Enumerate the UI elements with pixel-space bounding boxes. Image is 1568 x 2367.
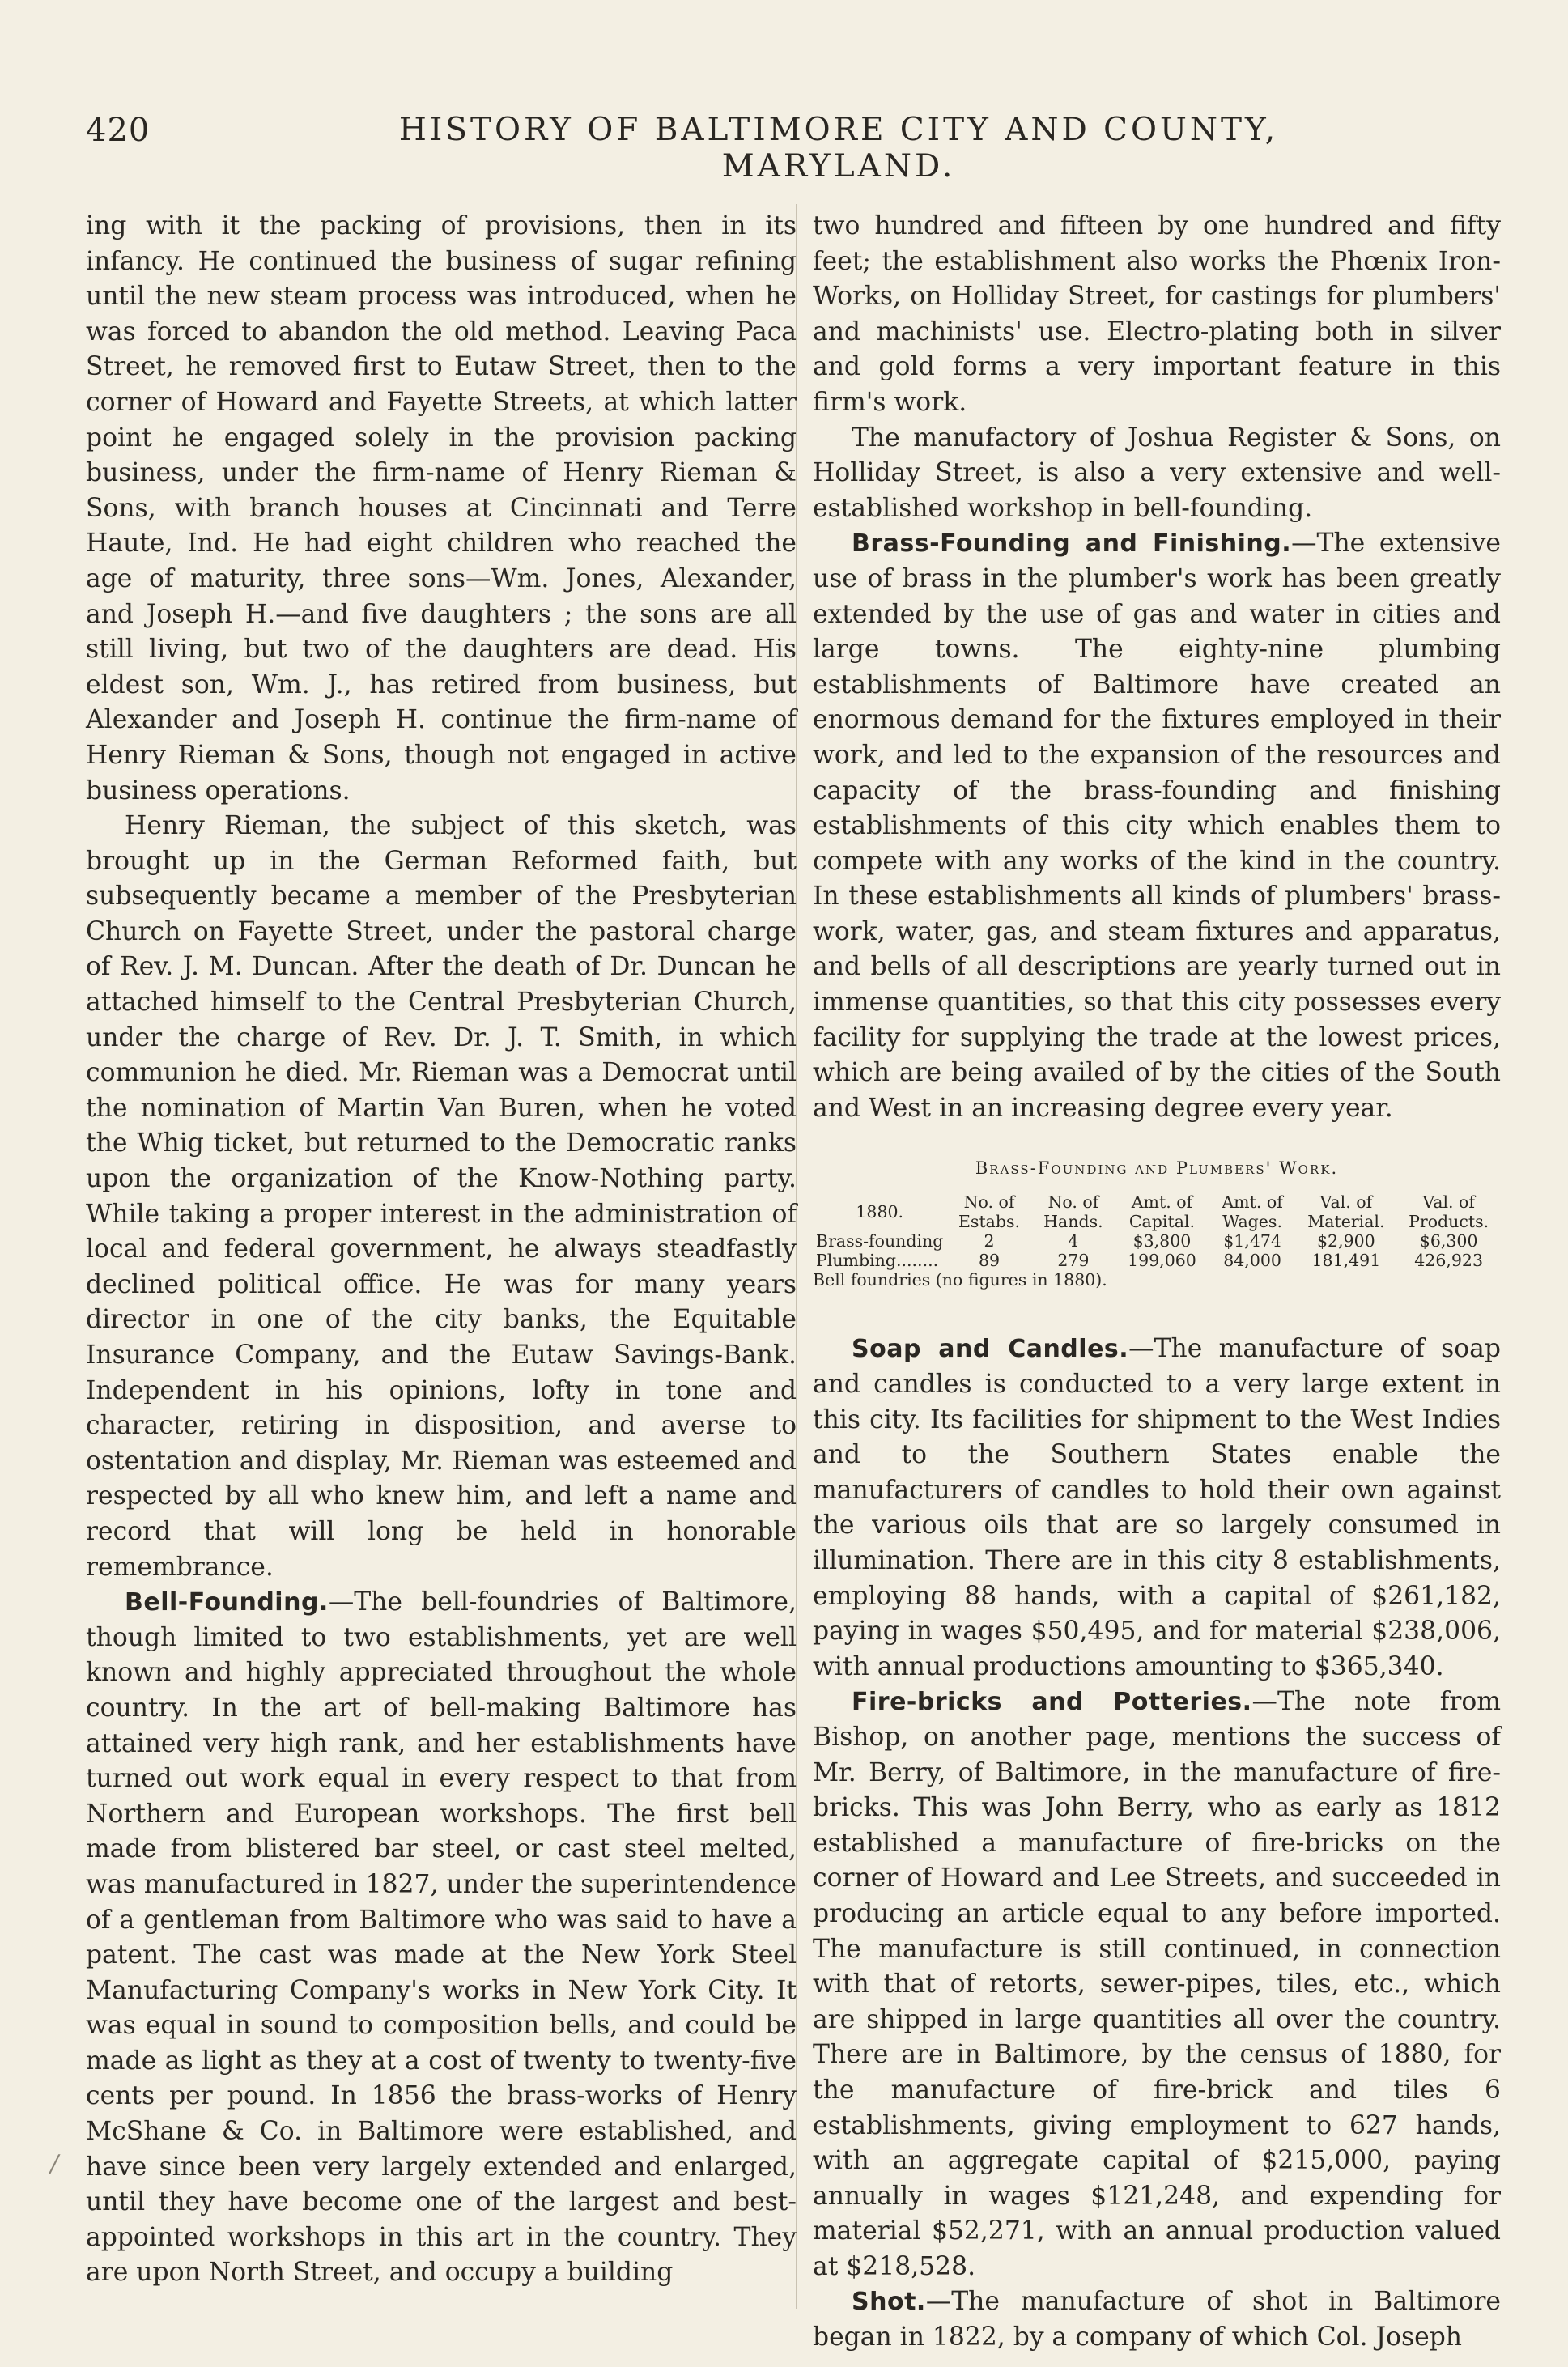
paragraph-mcshane-works: two hundred and fifteen by one hundred and fifty feet; the establishment also works the Phœnix Iron-Works, on Holliday Street, for castings for plumbers' and machinists' use. Electro-plating both in silver and gold forms a very important feature in this firm's work. bbox=[813, 211, 1501, 417]
column-header: Amt. of Capital. bbox=[1128, 1192, 1195, 1232]
section-text-fire-bricks: —The note from Bishop, on another page, mentions the success of Mr. Berry, of Baltimore, in the manufacture of fire-bricks. This was John Berry, who as early as 1812 established a manufacture of fire-bricks on the corner of Howard and Lee Streets, and succeeded in producing an article equal to any before imported. The manufacture is still continued, in connection with that of retorts, sewer-pipes, tiles, etc., which are shipped in large quantities all over the country. There are in Baltimore, by the census of 1880, for the manufacture of fire-brick and tiles 6 establishments, giving employment to 627 hands, with an aggregate capital of $215,000, paying annually in wages $121,248, and expending for material $52,271, with an annual production valued at $218,528. bbox=[813, 1687, 1501, 2281]
table-cell: 2 bbox=[984, 1231, 995, 1251]
table-year-header: 1880. bbox=[856, 1202, 904, 1222]
table-cell: $2,900 bbox=[1317, 1231, 1375, 1251]
table-note: Bell foundries (no figures in 1880). bbox=[813, 1270, 1107, 1290]
census-table-block bbox=[813, 1158, 1501, 1290]
running-head bbox=[86, 112, 1494, 185]
column-header: Amt. of Wages. bbox=[1222, 1192, 1283, 1232]
table-row bbox=[813, 1231, 1501, 1251]
table-cell: $1,474 bbox=[1223, 1231, 1281, 1251]
book-title: HISTORY OF BALTIMORE CITY AND COUNTY, MARYLAND. bbox=[398, 112, 1279, 185]
paragraph-rieman-life: Henry Rieman, the subject of this sketch, was brought up in the German Reformed faith, but subsequently became a member of the Presbyterian Church on Fayette Street, under the pastoral charge of Rev. J. M. Duncan. After the death of Dr. Duncan he attached himself to the Central Presbyterian Church, under the charge of Rev. Dr. J. T. Smith, in which communion he died. Mr. Rieman was a Democrat until the nomination of Martin Van Buren, when he voted the Whig ticket, but returned to the Democratic ranks upon the organization of the Know-Nothing party. While taking a proper interest in the administration of local and federal government, he always steadfastly declined political office. He was for many years director in one of the city banks, the Equitable Insurance Company, and the Eutaw Savings-Bank. Independent in his opinions, lofty in tone and character, retiring in disposition, and averse to ostentation and display, Mr. Rieman was esteemed and respected by all who knew him, and left a name and record that will long be held in honorable remembrance. bbox=[86, 811, 797, 1582]
section-shot bbox=[813, 2284, 1501, 2355]
left-column bbox=[86, 209, 797, 2291]
table-cell: $3,800 bbox=[1132, 1231, 1192, 1251]
section-text-soap-candles: —The manufacture of soap and candles is conducted to a very large extent in this city. Its facilities for shipment to the West Indies and to the Southern States enable the manufacturers of candles to hold their own against the various oils that are so largely consumed in illumination. There are in this city 8 establishments, employing 88 hands, with a capital of $261,182, paying in wages $50,495, and for material $238,006, with annual productions amounting to $365,340. bbox=[813, 1334, 1501, 1681]
column-header: Val. of Material. bbox=[1307, 1192, 1385, 1232]
paragraph-register-sons: The manufactory of Joshua Register & Sons, on Holliday Street, is also a very extensive and well-established workshop in bell-founding. bbox=[813, 423, 1501, 523]
census-table bbox=[813, 1192, 1501, 1270]
section-text-shot: —The manufacture of shot in Baltimore began in 1822, by a company of which Col. Joseph bbox=[813, 2287, 1501, 2352]
section-heading-soap-candles: Soap and Candles. bbox=[852, 1335, 1129, 1364]
section-heading-shot: Shot. bbox=[852, 2288, 926, 2317]
section-bell-founding bbox=[86, 1585, 797, 2291]
table-cell: 426,923 bbox=[1414, 1251, 1484, 1271]
section-brass-founding bbox=[813, 526, 1501, 1126]
section-heading-bell-founding: Bell-Founding. bbox=[125, 1588, 329, 1617]
section-heading-brass-founding: Brass-Founding and Finishing. bbox=[852, 529, 1292, 559]
row-label: Brass-founding bbox=[816, 1231, 944, 1251]
table-cell: $6,300 bbox=[1419, 1231, 1478, 1251]
section-soap-candles bbox=[813, 1332, 1501, 1685]
table-cell: 4 bbox=[1068, 1231, 1079, 1251]
table-row bbox=[813, 1251, 1501, 1270]
table-cell: 199,060 bbox=[1128, 1251, 1196, 1271]
section-text-brass-founding: —The extensive use of brass in the plumber's work has been greatly extended by the use of gas and water in cities and large towns. The eighty-nine plumbing establishments of Baltimore have created an enormous demand for the fixtures employed in their work, and led to the expansion of the resources and capacity of the brass-founding and finishing establishments of this city which enables them to compete with any works of the kind in the country. In these establishments all kinds of plumbers' brass-work, water, gas, and steam fixtures and apparatus, and bells of all descriptions are yearly turned out in immense quantities, so that this city possesses every facility for supplying the trade at the lowest prices, which are being availed of by the cities of the South and West in an increasing degree every year. bbox=[813, 529, 1501, 1123]
margin-mark: / bbox=[50, 2150, 59, 2178]
paragraph-rieman-business: ing with it the packing of provisions, then in its infancy. He continued the business of sugar refining until the new steam process was introduced, when he was forced to abandon the old method. Leaving Paca Street, he removed first to Eutaw Street, then to the corner of Howard and Fayette Streets, at which latter point he engaged solely in the provision packing business, under the firm-name of Henry Rieman & Sons, with branch houses at Cincinnati and Terre Haute, Ind. He had eight children who reached the age of maturity, three sons—Wm. Jones, Alexander, and Joseph H.—and five daughters ; the sons are all still living, but two of the daughters are dead. His eldest son, Wm. J., has retired from business, but Alexander and Joseph H. continue the firm-name of Henry Rieman & Sons, though not engaged in active business operations. bbox=[86, 211, 797, 805]
row-label: Plumbing........ bbox=[816, 1251, 939, 1271]
section-fire-bricks bbox=[813, 1685, 1501, 2284]
table-cell: 84,000 bbox=[1223, 1251, 1281, 1271]
section-text-bell-founding: —The bell-foundries of Baltimore, though limited to two establishments, yet are well known and highly appreciated throughout the whole country. In the art of bell-making Baltimore has attained very high rank, and her establishments have turned out work equal in every respect to that from Northern and European workshops. The first bell made from blistered bar steel, or cast steel melted, was manufactured in 1827, under the superintendence of a gentleman from Baltimore who was said to have a patent. The cast was made at the New York Steel Manufacturing Company's works in New York City. It was equal in sound to composition bells, and could be made as light as they at a cost of twenty to twenty-five cents per pound. In 1856 the brass-works of Henry McShane & Co. in Baltimore were established, and have since been very largely extended and enlarged, until they have become one of the largest and best-appointed workshops in this art in the country. They are upon North Street, and occupy a building bbox=[86, 1587, 797, 2288]
table-cell: 89 bbox=[978, 1251, 1001, 1271]
page-number: 420 bbox=[86, 112, 151, 149]
table-header-row bbox=[813, 1192, 1501, 1231]
column-header: No. of Hands. bbox=[1043, 1192, 1103, 1232]
column-header: No. of Estabs. bbox=[958, 1192, 1021, 1232]
section-heading-fire-bricks: Fire-bricks and Potteries. bbox=[852, 1688, 1252, 1717]
right-column bbox=[813, 209, 1501, 2356]
column-header: Val. of Products. bbox=[1409, 1192, 1489, 1232]
table-cell: 181,491 bbox=[1311, 1251, 1381, 1271]
table-cell: 279 bbox=[1057, 1251, 1090, 1271]
table-caption: Brass-Founding and Plumbers' Work. bbox=[975, 1158, 1339, 1179]
